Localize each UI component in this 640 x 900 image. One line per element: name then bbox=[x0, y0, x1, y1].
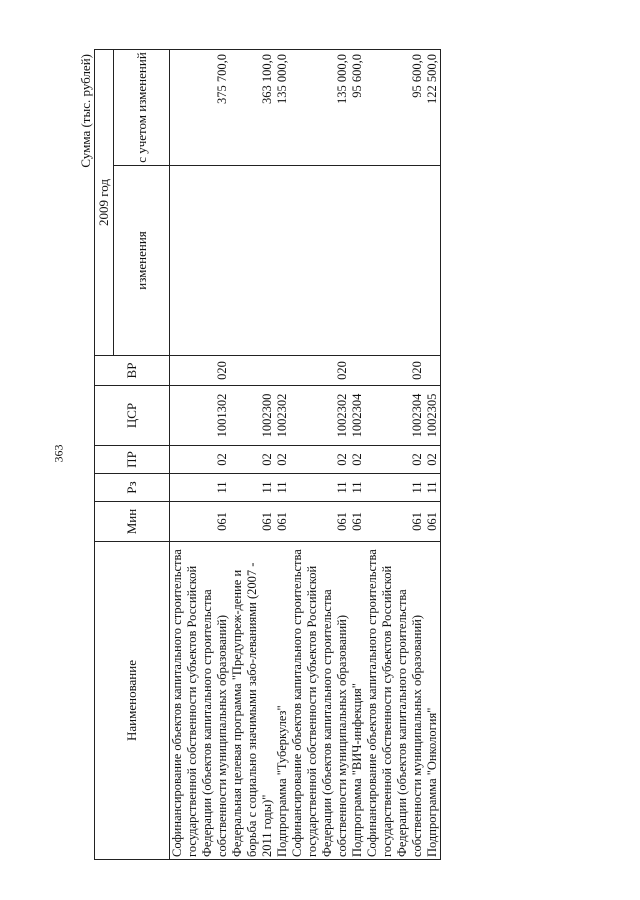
row-csr: 1002302 bbox=[290, 386, 350, 446]
row-rz: 11 bbox=[350, 474, 365, 502]
row-min: 061 bbox=[425, 502, 441, 542]
row-total: 95 600,0 bbox=[350, 50, 365, 166]
row-csr: 1001302 bbox=[170, 386, 231, 446]
row-name: Софинансирование объектов капитального строительства государственной собственности субъектов Российской Федерации (объектов капитального строительства собственности муниципальных образований) bbox=[365, 542, 425, 860]
row-rz: 11 bbox=[170, 474, 231, 502]
row-pr: 02 bbox=[290, 446, 350, 474]
row-rz: 11 bbox=[290, 474, 350, 502]
table-row bbox=[425, 50, 441, 860]
table-row bbox=[230, 50, 275, 860]
row-name: Подпрограмма "Онкология" bbox=[425, 542, 441, 860]
row-total: 122 500,0 bbox=[425, 50, 441, 166]
row-name: Федеральная целевая программа "Предупреж-дение и борьба с социально значимыми забо-леваниями (2007 - 2011 годы)" bbox=[230, 542, 275, 860]
row-vr: 020 bbox=[365, 356, 425, 386]
row-changes bbox=[290, 166, 350, 356]
row-min: 061 bbox=[350, 502, 365, 542]
row-vr bbox=[350, 356, 365, 386]
row-rz: 11 bbox=[275, 474, 290, 502]
row-pr: 02 bbox=[275, 446, 290, 474]
row-vr bbox=[425, 356, 441, 386]
header-year: 2009 год bbox=[95, 50, 114, 356]
row-total: 95 600,0 bbox=[365, 50, 425, 166]
row-vr bbox=[275, 356, 290, 386]
row-name: Софинансирование объектов капитального строительства государственной собственности субъектов Российской Федерации (объектов капитального строительства собственности муниципальных образований) bbox=[170, 542, 231, 860]
row-csr: 1002304 bbox=[350, 386, 365, 446]
table-row bbox=[275, 50, 290, 860]
header-min: Мин bbox=[95, 502, 170, 542]
header-name: Наименование bbox=[95, 542, 170, 860]
header-vr: ВР bbox=[95, 356, 170, 386]
row-name: Софинансирование объектов капитального строительства государственной собственности субъектов Российской Федерации (объектов капитального строительства собственности муниципальных образований) bbox=[290, 542, 350, 860]
row-total: 135 000,0 bbox=[290, 50, 350, 166]
row-changes bbox=[230, 166, 275, 356]
header-rz: Рз bbox=[95, 474, 170, 502]
row-pr: 02 bbox=[425, 446, 441, 474]
row-min: 061 bbox=[365, 502, 425, 542]
row-total: 363 100,0 bbox=[230, 50, 275, 166]
page-number: 363 bbox=[51, 444, 66, 463]
row-csr: 1002304 bbox=[365, 386, 425, 446]
table-row bbox=[350, 50, 365, 860]
row-min: 061 bbox=[230, 502, 275, 542]
row-vr bbox=[230, 356, 275, 386]
rotated-table-sheet bbox=[40, 50, 610, 860]
row-name: Подпрограмма "ВИЧ-инфекция" bbox=[350, 542, 365, 860]
row-pr: 02 bbox=[170, 446, 231, 474]
row-csr: 1002302 bbox=[275, 386, 290, 446]
row-min: 061 bbox=[275, 502, 290, 542]
header-pr: ПР bbox=[95, 446, 170, 474]
row-changes bbox=[275, 166, 290, 356]
row-pr: 02 bbox=[230, 446, 275, 474]
row-vr: 020 bbox=[170, 356, 231, 386]
row-total: 135 000,0 bbox=[275, 50, 290, 166]
row-changes bbox=[425, 166, 441, 356]
header-changes: изменения bbox=[114, 166, 170, 356]
row-rz: 11 bbox=[365, 474, 425, 502]
row-min: 061 bbox=[170, 502, 231, 542]
row-total: 375 700,0 bbox=[170, 50, 231, 166]
row-changes bbox=[170, 166, 231, 356]
row-changes bbox=[365, 166, 425, 356]
row-name: Подпрограмма "Туберкулез" bbox=[275, 542, 290, 860]
row-rz: 11 bbox=[425, 474, 441, 502]
units-label: Сумма (тыс. рублей) bbox=[78, 54, 93, 168]
row-csr: 1002305 bbox=[425, 386, 441, 446]
header-with-changes: с учетом изменений bbox=[114, 50, 170, 166]
table-row bbox=[365, 50, 425, 860]
header-csr: ЦСР bbox=[95, 386, 170, 446]
row-vr: 020 bbox=[290, 356, 350, 386]
row-rz: 11 bbox=[230, 474, 275, 502]
table-row bbox=[170, 50, 231, 860]
row-changes bbox=[350, 166, 365, 356]
row-min: 061 bbox=[290, 502, 350, 542]
budget-table bbox=[94, 49, 441, 860]
row-csr: 1002300 bbox=[230, 386, 275, 446]
table-row bbox=[290, 50, 350, 860]
row-pr: 02 bbox=[365, 446, 425, 474]
row-pr: 02 bbox=[350, 446, 365, 474]
